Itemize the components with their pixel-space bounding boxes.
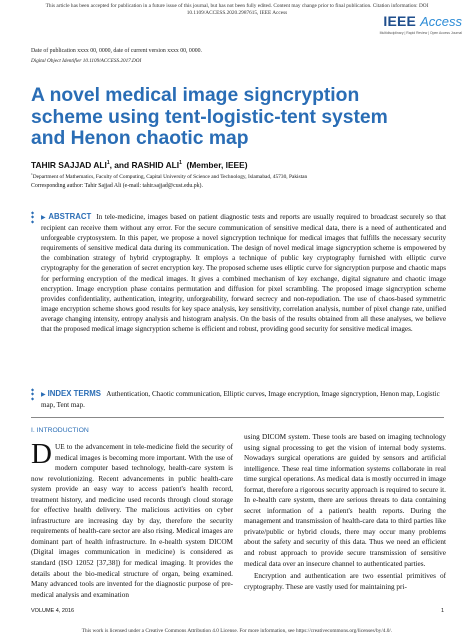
index-terms-block	[41, 389, 446, 410]
abstract-block	[41, 212, 446, 334]
section-divider	[31, 417, 444, 418]
publication-date: Date of publication xxxx 00, 0000, date of current version xxxx 00, 0000.	[31, 48, 202, 54]
logo-ieee-text: IEEE	[383, 13, 417, 29]
ieee-access-logo	[380, 13, 462, 35]
title-line-3: and Henon chaotic map	[31, 128, 249, 149]
abstract-text: In tele-medicine, images based on patient diagnostic tests and reports are usually required to broadcast securely so that recipient can receive them without any error. For the secure communication of sensitive medical data, there is a need of authenticated and unforgeable cryptosystem. In this paper, we propose a novel signcryption technique for medical images that fulfills the necessary security requirements of sensitive medical data during its communication. The design of novel medical image signcryption scheme is empowered by the combination strategy of hybrid cryptography. It employs a technique of public key cryptography furnished with elliptic curve cryptography for the generation of secret encryption key. The proposed scheme uses elliptic curve for signcryption purpose and chaotic maps for performing encryption of the medical images. It gives a combined mechanism of key exchange, digital signature and chaotic image encryption. Image encryption phase contains permutation and diffusion for pixel scrambling. The proposed image signcryption scheme provides confidentiality, authentication, integrity, unforgeability, forward secrecy and non-repudiation. The use of chaos-based symmetric image encryption scheme shows good results for key space analysis, key sensitivity, correlation analysis, number of pixel change rate, unified average changing intensity, entropy analysis and histogram analysis. On the basis of the results obtained from all these analyses, we believe that the proposed medical image signcryption scheme is efficient and robust, providing good security for sensitive medical images.	[41, 213, 447, 334]
footer-volume: VOLUME 4, 2016	[31, 608, 75, 614]
section-heading-introduction: I. INTRODUCTION	[31, 427, 89, 434]
intro-right-paragraph-2: Encryption and authentication are two essential primitives of cryptography. These are vastly used for maintaining pri-	[244, 572, 446, 591]
index-terms-text: Authentication, Chaotic communication, Elliptic curves, Image encryption, Image signcryption, Henon map, Logistic map, Tent map.	[41, 390, 440, 410]
corresponding-author: Corresponding author: Tahir Sajjad Ali (e-mail: tahir.sajjad@cust.edu.pk).	[31, 183, 203, 189]
logo-tagline: Multidisciplinary | Rapid Review | Open Access Journal	[379, 31, 462, 35]
index-terms-arrow-icon: ▶	[41, 392, 46, 398]
intro-dropcap: D	[31, 438, 52, 470]
title-line-2: scheme using tent-logistic-tent system	[31, 106, 388, 128]
affiliation-mark: 1	[31, 172, 33, 176]
author-1: TAHIR SAJJAD ALI	[31, 160, 107, 170]
affiliation	[31, 171, 307, 180]
doi-line: Digital Object Identifier 10.1109/ACCESS.2017.DOI	[31, 58, 142, 64]
author-1-affiliation-mark: 1	[106, 160, 110, 167]
intro-left-text: UE to the advancement in tele-medicine field the security of medical images is becoming more important. With the use of modern computer based technology, health-care system is now revolutionizing. Recent advancements in public health-care system provide an easy way to access patient's health record, treatment history, and medicine used records through cloud storage for effective health delivery. The malicious activities on cyber infrastructure are increasing day by day, therefore the security requirements of health-care sector are also rising. Medical images are dominant part of health infrastructure. In e-health system DICOM (Digital images communication in medicine) is considered as standard (ISO 12052 [37,38]) for medical imaging. It provides the details about the bio-medical structure of organ, being examined. Many advanced tools are invented for the diagnostic purpose of pre-medical analysis and examination	[31, 443, 233, 599]
notice-line-2: 10.1109/ACCESS.2020.2987615, IEEE Access	[186, 9, 288, 16]
intro-right-column	[244, 432, 446, 592]
title-line-1: A novel medical image signcryption	[31, 85, 360, 106]
footer-license: This work is licensed under a Creative Commons Attribution 4.0 License. For more information, see https://creativecommons.org/licenses/by/4.0/.	[81, 628, 393, 634]
abstract-arrow-icon: ▶	[41, 215, 47, 221]
intro-left-column	[31, 438, 233, 600]
abstract-label: ABSTRACT	[48, 212, 92, 221]
intro-right-paragraph-1: using DICOM system. These tools are based on imaging technology using signal processing to get the vision of internal body systems. Nowadays surgical operations are guided by sensors and artificial intelligence. These real time information systems collaborate in real time surgical operations. As medical data is mostly occurred in image format, therefore a rigorous security approach is required to secure it. In e-health care system, there are serious threats to data containing secret information of a patient's health reports. During the management and transmission of health-care data to third parties like private/public or hybrid clouds, there may occur many problems about the safety and security of this data. Thus we need an efficient and robust approach to provide secure transmission of sensitive medical data over an insecure channel to authenticated parties.	[244, 433, 446, 568]
abstract-margin-marker: ◆ ◆ ◆	[31, 210, 35, 224]
notice-line-1: This article has been accepted for publication in a future issue of this journal, but has not been fully edited. Content may change prior to final publication. Citation information: DOI	[45, 3, 429, 9]
footer-page-number: 1	[440, 608, 444, 614]
author-membership: (Member, IEEE)	[181, 160, 248, 170]
author-list	[31, 160, 248, 170]
logo-access-text: Access	[420, 14, 462, 29]
affiliation-text: Department of Mathematics, Faculty of Computing, Capital University of Science and Technology, Islamabad, 45730, Pakistan	[32, 173, 308, 180]
paper-title	[31, 85, 431, 150]
index-terms-margin-marker: ◆ ◆ ◆	[31, 387, 35, 401]
author-2-affiliation-mark: 1	[179, 160, 182, 167]
index-terms-label: INDEX TERMS	[47, 389, 101, 398]
author-separator: , and RASHID ALI	[109, 160, 180, 170]
